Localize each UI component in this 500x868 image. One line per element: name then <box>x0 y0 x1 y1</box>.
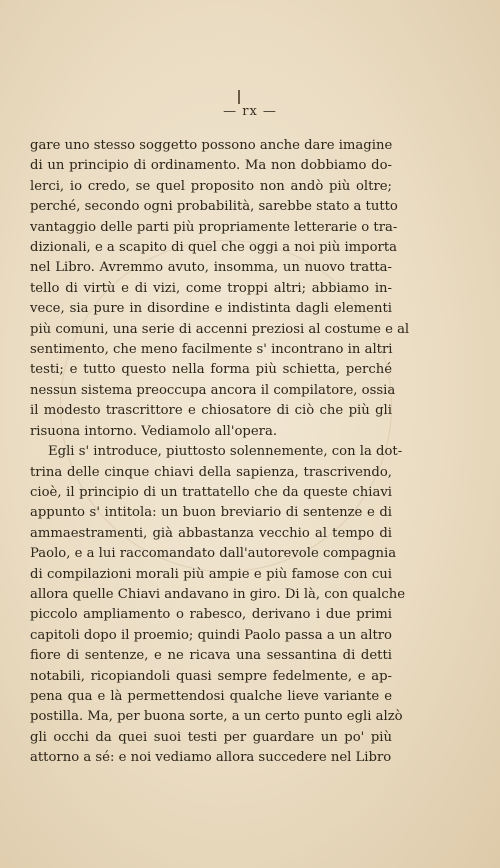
text-line: attorno a sé: e noi vediamo allora succedere nel Libro <box>30 750 392 766</box>
text-line: tello di virtù e di vizi, come troppi altri; abbiamo in- <box>30 280 392 296</box>
text-line: vece, sia pure in disordine e indistinta dagli elementi <box>30 301 392 317</box>
text-line: nel Libro. Avremmo avuto, insomma, un nuovo tratta- <box>30 260 392 276</box>
text-line: di compilazioni morali più ampie e più famose con cui <box>30 566 392 582</box>
text-line: cioè, il principio di un trattatello che da queste chiavi <box>30 484 392 500</box>
text-line: allora quelle Chiavi andavano in giro. Di là, con qualche <box>30 586 405 602</box>
pencil-mark <box>238 90 240 104</box>
text-line: capitoli dopo il proemio; quindi Paolo passa a un altro <box>30 627 392 643</box>
text-line: fiore di sentenze, e ne ricava una sessantina di detti <box>30 648 392 664</box>
text-line: vantaggio delle parti più propriamente letterarie o tra- <box>30 219 398 235</box>
text-line: sentimento, che meno facilmente s' incontrano in altri <box>30 342 393 358</box>
text-line: testi; e tutto questo nella forma più schietta, perché <box>30 362 392 378</box>
paragraph <box>30 136 410 442</box>
text-line: di un principio di ordinamento. Ma non dobbiamo do- <box>30 158 392 174</box>
text-line: ammaestramenti, già abbastanza vecchio al tempo di <box>30 525 392 541</box>
text-line: appunto s' intitola: un buon breviario di sentenze e di <box>30 505 392 521</box>
text-line: Paolo, e a lui raccomandato dall'autorevole compagnia <box>30 546 397 562</box>
text-line: nessun sistema preoccupa ancora il compilatore, ossia <box>30 382 396 398</box>
text-line: gare uno stesso soggetto possono anche dare imagine <box>30 138 393 153</box>
body-text <box>30 136 410 769</box>
text-line: risuona intorno. Vediamolo all'opera. <box>30 423 278 439</box>
text-line: piccolo ampliamento o rabesco, derivano i due primi <box>30 607 392 623</box>
text-line: perché, secondo ogni probabilità, sarebbe stato a tutto <box>30 199 398 215</box>
paragraph <box>30 442 405 769</box>
text-line: postilla. Ma, per buona sorte, a un certo punto egli alzò <box>30 709 403 725</box>
page-number: — rx — <box>223 104 277 119</box>
text-line: lerci, io credo, se quel proposito non andò più oltre; <box>30 178 392 194</box>
text-line: pena qua e là permettendosi qualche lieve variante e <box>30 688 392 704</box>
text-line: più comuni, una serie di accenni preziosi al costume e al <box>30 321 410 337</box>
text-line: Egli s' introduce, piuttosto solennemente, con la dot- <box>48 444 403 460</box>
text-line: trina delle cinque chiavi della sapienza, trascrivendo, <box>30 464 392 480</box>
text-line: gli occhi da quei suoi testi per guardare un po' più <box>30 729 392 745</box>
text-line: notabili, ricopiandoli quasi sempre fedelmente, e ap- <box>30 668 392 684</box>
text-line: dizionali, e a scapito di quel che oggi a noi più importa <box>30 240 398 256</box>
text-line: il modesto trascrittore e chiosatore di ciò che più gli <box>30 403 392 419</box>
